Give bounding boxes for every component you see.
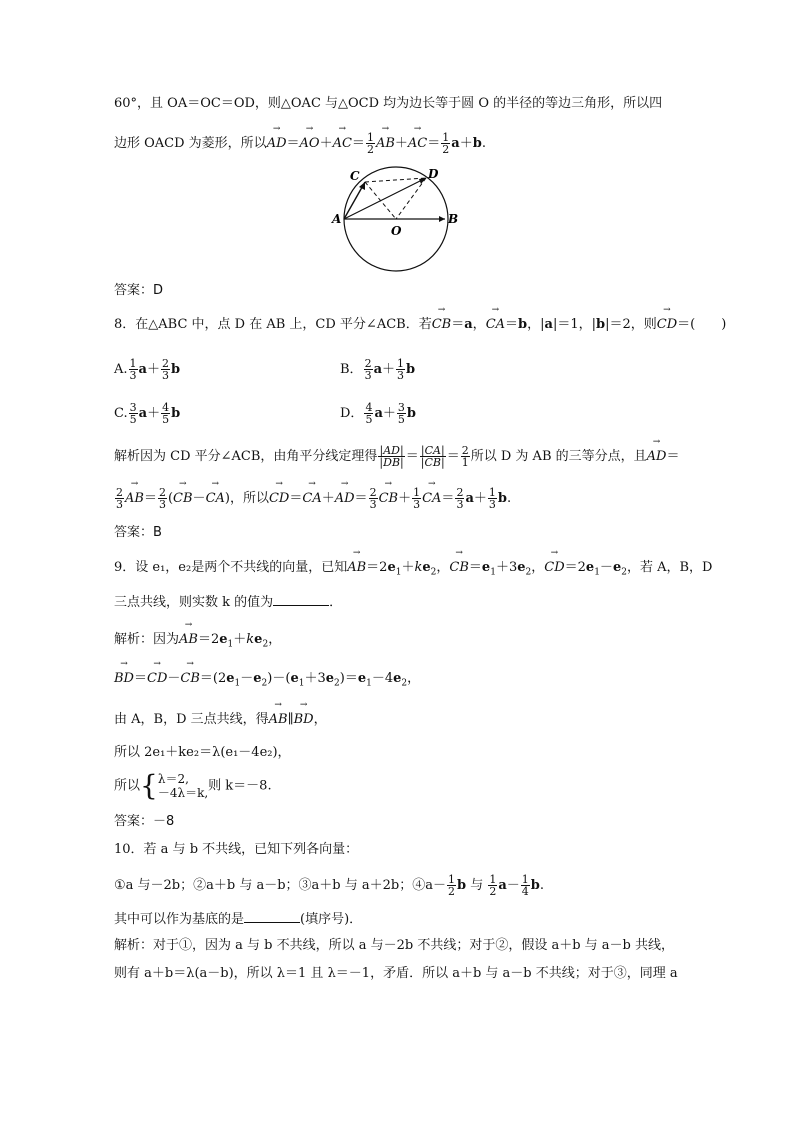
solution-9-line-3: 由 A，B，D 三点共线，得→ AB∥→ BD， <box>114 710 327 730</box>
label-b: B <box>448 212 459 226</box>
label-o: O <box>391 224 402 238</box>
option-d[interactable]: D． $\frac{4}{5}$ a＋ $\frac{3}{5}$ b <box>340 401 416 426</box>
solution-9-line-1: 解析：因为→ $AB=2e_1+ke_2$， <box>114 630 281 655</box>
question-10: 10．若 a 与 b 不共线，已知下列各向量： <box>114 842 359 857</box>
solution-8-line-2: $\frac{2}{3}$ → AB＝ $\frac{2}{3}$ (→ CB－→ CA)，所以→ CD＝→ CA＋→ AD＝ $\frac{2}{3}$ → CB＋ $\frac{1}{3}$ → CA＝ $\frac{2}{3}$ a＋ $\frac{1}{3}$ b. <box>114 487 511 510</box>
arrow-b <box>439 216 445 222</box>
dashed-co <box>365 182 396 219</box>
answer-blank-9[interactable] <box>273 593 329 606</box>
option-a[interactable]: A. $\frac{1}{3}$ a＋ $\frac{2}{3}$ b <box>114 357 181 382</box>
answer-8: 答案：B <box>114 525 162 540</box>
dashed-do <box>396 178 426 219</box>
brace-icon: { <box>140 769 158 802</box>
answer-7: 答案：D <box>114 283 164 298</box>
dashed-cd <box>365 178 426 182</box>
question-8: 8．在△ABC 中，点 D 在 AB 上，CD 平分∠ACB．若→ CB＝a，→ CA＝b，|a|＝1，|b|＝2，则→ CD＝( ) <box>114 315 726 335</box>
answer-9: 答案：－8 <box>114 814 175 829</box>
solution-9-line-2: → $BD=\to CD-\to CB=(2e_1-e_2)-(e_1+3e_2)=e_1-4e_2$， <box>114 669 420 694</box>
solution-9-line-4: 所以 2e₁＋ke₂＝λ(e₁－4e₂)， <box>114 745 291 760</box>
label-a: A <box>332 212 342 226</box>
question-9-line-2: 三点共线，则实数 k 的值为 ． <box>114 595 343 610</box>
solution-10-line-2: 则有 a＋b＝λ(a－b)，所以 λ＝1 且 λ＝－1，矛盾．所以 a＋b 与 a－b 不共线；对于③，同理 a <box>114 966 678 981</box>
text-line-2: 边形 OACD 为菱形，所以→ AD＝→ AO＋→ AC＝ $\frac{1}{2}$ → AB＋→ AC＝ $\frac{1}{2}$ a＋b. <box>114 132 486 155</box>
solution-8-line-1: 解析因为 CD 平分∠ACB，由角平分线定理得 $\frac{|AD|}{|DB|}$ ＝ $\frac{|CA|}{|CB|}$ ＝ $\frac{2}{1}$ 所以 D 为 AB 的三等分点，且→ AD＝ <box>114 445 679 468</box>
question-9-line-1: 9．设 e₁，e₂是两个不共线的向量，已知→ $AB=2e_1+ke_2$，→ $CB=e_1+3e_2$，→ $CD=2e_1-e_2$，若 A，B，D <box>114 558 712 583</box>
answer-blank-10[interactable] <box>244 910 300 923</box>
option-b[interactable]: B． $\frac{2}{3}$ a＋ $\frac{1}{3}$ b <box>340 357 416 382</box>
question-10-options: ①a 与－2b；②a＋b 与 a－b；③a＋b 与 a＋2b；④a－ $\frac{1}{2}$ b 与 $\frac{1}{2}$ a－ $\frac{1}{4}$ b. <box>114 873 545 898</box>
option-c[interactable]: C. $\frac{3}{5}$ a＋ $\frac{4}{5}$ b <box>114 401 181 426</box>
solution-10-line-1: 解析：对于①，因为 a 与 b 不共线，所以 a 与－2b 不共线；对于②，假设 a＋b 与 a－b 共线， <box>114 938 675 953</box>
circle-figure <box>330 163 465 275</box>
label-d: D <box>428 167 439 181</box>
arrow-c <box>359 182 365 190</box>
label-c: C <box>350 169 360 183</box>
solution-9-line-5: 所以{ λ＝2, －4λ＝k, 则 k＝－8. <box>114 769 272 802</box>
question-10-blank: 其中可以作为基底的是 (填序号)． <box>114 912 363 927</box>
text-line-1: 60°，且 OA＝OC＝OD，则△OAC 与△OCD 均为边长等于圆 O 的半径的等边三角形，所以四 <box>114 96 663 111</box>
